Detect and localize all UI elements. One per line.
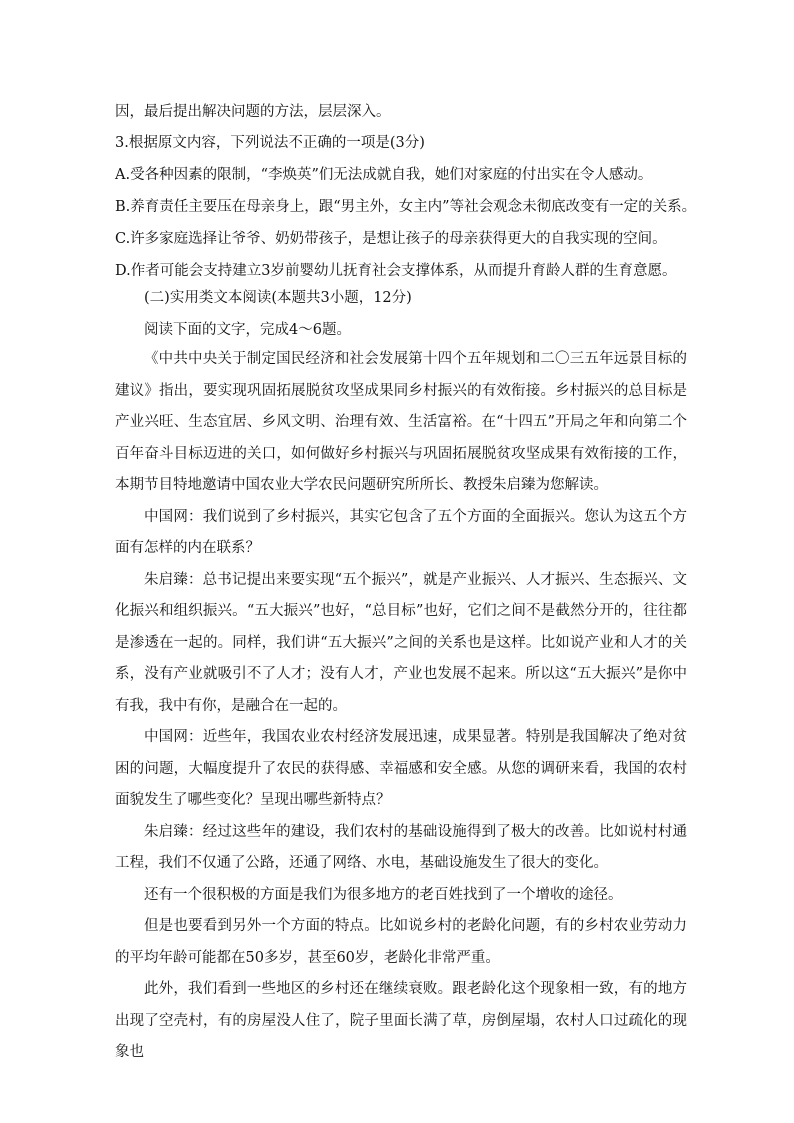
section-header bbox=[115, 288, 687, 340]
question-block bbox=[115, 102, 697, 281]
question-3-stem: 3.根据原文内容，下列说法不正确的一项是(3分) bbox=[115, 135, 425, 151]
article-paragraph: 《中共中央关于制定国民经济和社会发展第十四个五年规划和二〇三五年远景目标的建议》指出，要实现巩固拓展脱贫攻坚成果同乡村振兴的有效衔接。乡村振兴的总目标是产业兴旺、生态宜居、乡风文明、治理有效、生活富裕。在“十四五”开局之年和向第二个百年奋斗目标迈进的关口，如何做好乡村振兴与巩固拓展脱贫攻坚成果有效衔接的工作，本期节目特地邀请中国农业大学农民问题研究所所长、教授朱启臻为您解读。 bbox=[115, 351, 687, 493]
section-heading: (二)实用类文本阅读(本题共3小题，12分) bbox=[144, 290, 412, 306]
article-body bbox=[115, 344, 687, 1069]
option-b: B.养育责任主要压在母亲身上，跟“男主外，女主内”等社会观念未彻底改变有一定的关系。 bbox=[115, 199, 697, 215]
option-c: C.许多家庭选择让爷爷、奶奶带孩子，是想让孩子的母亲获得更大的自我实现的空间。 bbox=[115, 231, 667, 247]
article-paragraph: 中国网：近些年，我国农业农村经济发展迅速，成果显著。特别是我国解决了绝对贫困的问题，大幅度提升了农民的获得感、幸福感和安全感。从您的调研来看，我国的农村面貌发生了哪些变化？呈现出哪些新特点？ bbox=[115, 729, 687, 808]
intro-line: 因，最后提出解决问题的方法，层层深入。 bbox=[115, 104, 391, 120]
article-paragraph: 还有一个很积极的方面是我们为很多地方的老百姓找到了一个增收的途径。 bbox=[144, 886, 623, 903]
article-paragraph: 中国网：我们说到了乡村振兴，其实它包含了五个方面的全面振兴。您认为这五个方面有怎样的内在联系？ bbox=[115, 508, 687, 556]
option-a: A.受各种因素的限制，“李焕英”们无法成就自我，她们对家庭的付出实在令人感动。 bbox=[115, 167, 653, 183]
article-paragraph: 朱启臻：总书记提出来要实现“五个振兴”，就是产业振兴、人才振兴、生态振兴、文化振兴和组织振兴。“五大振兴”也好，“总目标”也好，它们之间不是截然分开的，往往都是渗透在一起的。同样，我们讲“五大振兴”之间的关系也是这样。比如说产业和人才的关系，没有产业就吸引不了人才；没有人才，产业也发展不起来。所以这“五大振兴”是你中有我，我中有你，是融合在一起的。 bbox=[115, 571, 687, 714]
article-paragraph: 但是也要看到另外一个方面的特点。比如说乡村的老龄化问题，有的乡村农业劳动力的平均年龄可能都在50多岁，甚至60岁，老龄化非常严重。 bbox=[115, 918, 687, 966]
option-d: D.作者可能会支持建立3岁前婴幼儿抚育社会支撑体系，从而提升育龄人群的生育意愿。 bbox=[115, 263, 677, 279]
section-instruction: 阅读下面的文字，完成4～6题。 bbox=[144, 322, 351, 338]
article-paragraph: 此外，我们看到一些地区的乡村还在继续衰败。跟老龄化这个现象相一致，有的地方出现了空壳村，有的房屋没人住了，院子里面长满了草，房倒屋塌，农村人口过疏化的现象也 bbox=[115, 981, 687, 1060]
article-paragraph: 朱启臻：经过这些年的建设，我们农村的基础设施得到了极大的改善。比如说村村通工程，我们不仅通了公路，还通了网络、水电，基础设施发生了很大的变化。 bbox=[115, 823, 687, 871]
